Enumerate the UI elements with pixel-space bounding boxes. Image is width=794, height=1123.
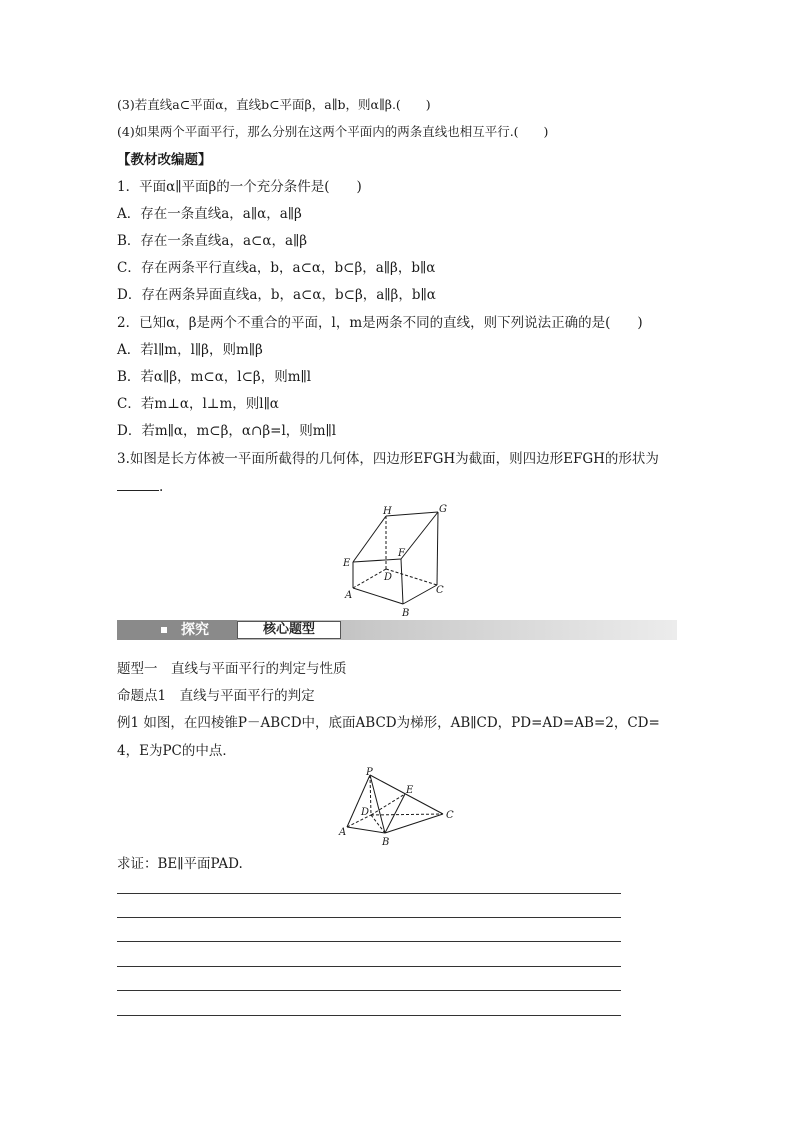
label-f: F (398, 548, 405, 559)
statement-3: (3)若直线a⊂平面α，直线b⊂平面β，a∥b，则α∥β.( ) (117, 97, 431, 112)
answer-line-2[interactable] (117, 917, 621, 918)
square-bullet-icon (161, 627, 167, 633)
label-b: B (382, 837, 390, 848)
question-3-blank: . (117, 478, 163, 496)
answer-line-3[interactable] (117, 941, 621, 942)
edge-pb (370, 775, 385, 833)
edge-fb (401, 559, 403, 604)
figure-cuboid (335, 500, 465, 620)
answer-blank[interactable] (117, 478, 159, 491)
edge-ab (353, 588, 403, 604)
topic-heading: 题型一 直线与平面平行的判定与性质 (117, 661, 347, 677)
prove-statement: 求证：BE∥平面PAD. (117, 856, 243, 872)
option-1c: C．存在两条平行直线a，b，a⊂α，b⊂β，a∥β，b∥α (117, 260, 436, 276)
answer-line-1[interactable] (117, 893, 621, 894)
edge-dc-hidden (371, 814, 443, 815)
option-2d: D．若m∥α，m⊂β，α∩β=l，则m∥l (117, 423, 337, 439)
label-d: D (361, 807, 370, 818)
label-b: B (402, 608, 410, 619)
example-1-cont: 4，E为PC的中点． (117, 743, 236, 759)
option-2c: C．若m⊥α，l⊥m，则l∥α (117, 396, 279, 412)
section-label: 【教材改编题】 (117, 152, 212, 168)
label-g: G (439, 504, 447, 515)
option-2a: A．若l∥m，l∥β，则m∥β (117, 342, 263, 358)
question-3: 3.如图是长方体被一平面所截得的几何体，四边形EFGH为截面，则四边形EFGH的形状为 (117, 451, 659, 467)
edge-he (353, 516, 386, 562)
figure-pyramid (335, 765, 465, 850)
option-1a: A．存在一条直线a，a∥α，a∥β (117, 206, 302, 222)
answer-line-5[interactable] (117, 990, 621, 991)
edge-gf (401, 512, 438, 559)
edge-ef (353, 559, 401, 562)
edge-hg (386, 512, 438, 516)
statement-4: (4)如果两个平面平行，那么分别在这两个平面内的两条直线也相互平行.( ) (117, 124, 549, 139)
edge-ad-hidden (353, 569, 386, 588)
section-banner (117, 620, 677, 640)
banner-title: 探究 (181, 622, 209, 638)
answer-line-6[interactable] (117, 1015, 621, 1016)
label-e: E (406, 785, 414, 796)
edge-gc (437, 512, 438, 585)
edge-bc (403, 585, 437, 604)
label-e: E (343, 558, 351, 569)
label-c: C (436, 585, 444, 596)
option-1d: D．存在两条异面直线a，b，a⊂α，b⊂β，a∥β，b∥α (117, 287, 436, 303)
option-2b: B．若α∥β，m⊂α，l⊂β，则m∥l (117, 369, 312, 385)
label-a: A (339, 827, 347, 838)
question-2: 2．已知α，β是两个不重合的平面，l，m是两条不同的直线，则下列说法正确的是( ) (117, 315, 643, 331)
edge-pa (347, 775, 370, 827)
label-p: P (366, 767, 373, 778)
label-c: C (446, 810, 454, 821)
label-d: D (384, 572, 393, 583)
edge-ab (347, 827, 385, 833)
banner-subtitle: 核心题型 (237, 621, 341, 639)
edge-pd-hidden (370, 775, 371, 815)
edge-dc-hidden (386, 569, 437, 585)
answer-line-4[interactable] (117, 966, 621, 967)
subtopic-heading: 命题点1 直线与平面平行的判定 (117, 688, 315, 704)
label-a: A (345, 590, 353, 601)
example-1: 例1 如图，在四棱锥P－ABCD中，底面ABCD为梯形，AB∥CD，PD=AD=AB=2，CD= (117, 715, 660, 731)
option-1b: B．存在一条直线a，a⊂α，a∥β (117, 233, 308, 249)
label-h: H (383, 506, 392, 517)
question-1: 1．平面α∥平面β的一个充分条件是( ) (117, 179, 362, 195)
